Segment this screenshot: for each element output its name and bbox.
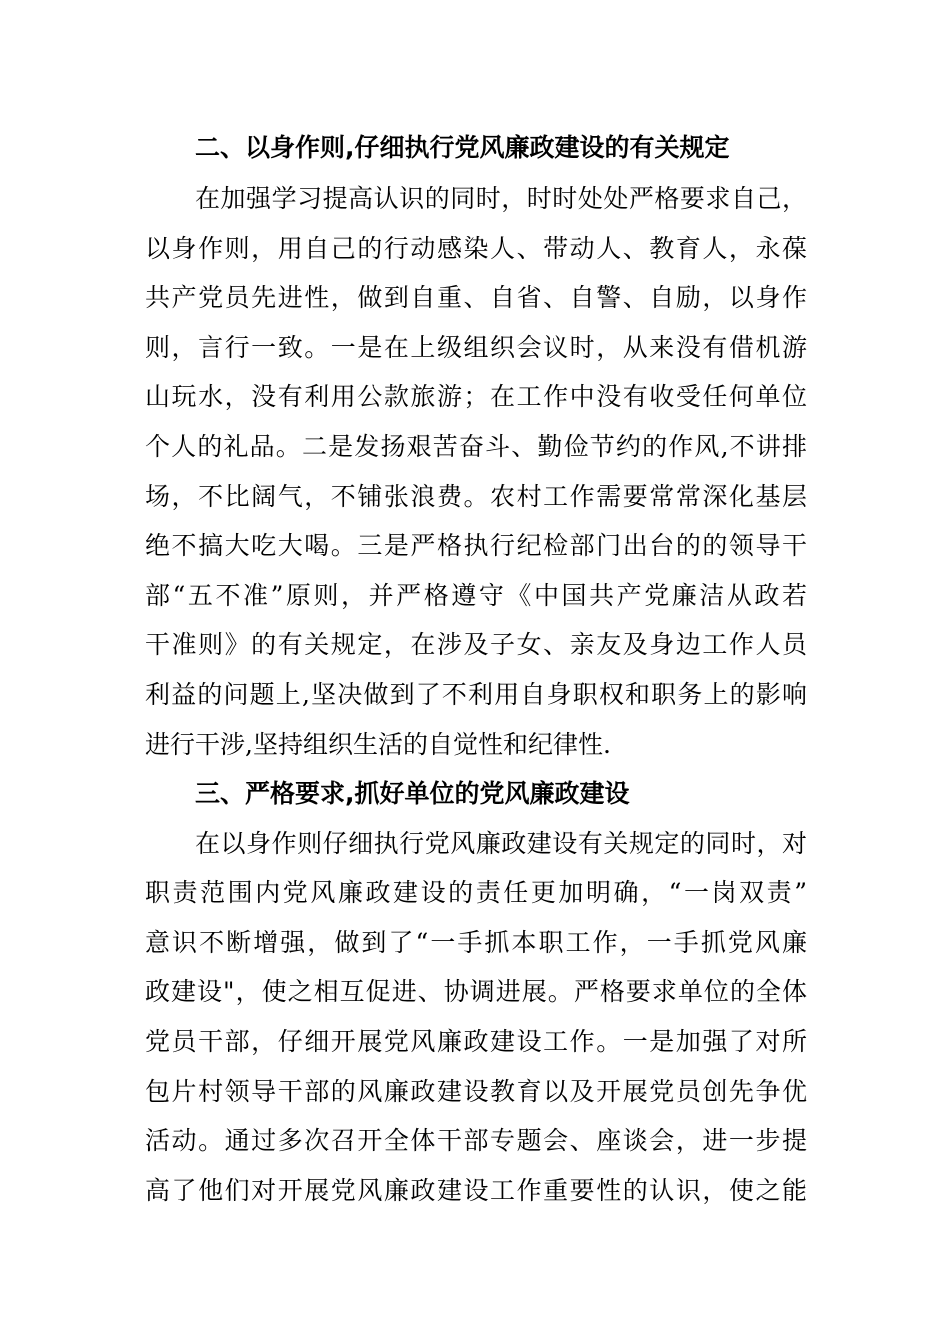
section-3-heading: 三、严格要求,抓好单位的党风廉政建设: [195, 779, 630, 808]
paragraph-line: 山玩水，没有利用公款旅游；在工作中没有收受任何单位: [145, 382, 807, 411]
section-2-heading: 二、以身作则,仔细执行党风廉政建设的有关规定: [195, 133, 730, 162]
paragraph-line: 则，言行一致。一是在上级组织会议时，从来没有借机游: [145, 333, 807, 362]
paragraph-line: 高了他们对开展党风廉政建设工作重要性的认识，使之能: [145, 1176, 807, 1205]
paragraph-line: 在加强学习提高认识的同时，时时处处严格要求自己，: [195, 184, 807, 213]
paragraph-line: 进行干涉,坚持组织生活的自觉性和纪律性.: [145, 730, 611, 759]
paragraph-line: 活动。通过多次召开全体干部专题会、座谈会，进一步提: [145, 1126, 807, 1155]
paragraph-line: 干准则》的有关规定，在涉及子女、亲友及身边工作人员: [145, 630, 807, 659]
paragraph-line: 政建设"，使之相互促进、协调进展。严格要求单位的全体: [145, 977, 807, 1006]
paragraph-line: 党员干部，仔细开展党风廉政建设工作。一是加强了对所: [145, 1027, 807, 1056]
paragraph-line: 绝不搞大吃大喝。三是严格执行纪检部门出台的的领导干: [145, 531, 807, 560]
paragraph-line: 职责范围内党风廉政建设的责任更加明确，“一岗双责”: [145, 878, 807, 907]
paragraph-line: 利益的问题上,坚决做到了不利用自身职权和职务上的影响: [145, 680, 807, 709]
paragraph-line: 意识不断增强，做到了“一手抓本职工作，一手抓党风廉: [145, 928, 807, 957]
paragraph-line: 在以身作则仔细执行党风廉政建设有关规定的同时，对: [195, 829, 807, 858]
paragraph-line: 场，不比阔气，不铺张浪费。农村工作需要常常深化基层: [145, 482, 807, 511]
paragraph-line: 以身作则，用自己的行动感染人、带动人、教育人，永葆: [145, 234, 807, 263]
paragraph-line: 共产党员先进性，做到自重、自省、自警、自励，以身作: [145, 283, 807, 312]
paragraph-line: 部“五不准”原则，并严格遵守《中国共产党廉洁从政若: [145, 581, 807, 610]
paragraph-line: 个人的礼品。二是发扬艰苦奋斗、勤俭节约的作风,不讲排: [145, 432, 807, 461]
paragraph-line: 包片村领导干部的风廉政建设教育以及开展党员创先争优: [145, 1077, 807, 1106]
